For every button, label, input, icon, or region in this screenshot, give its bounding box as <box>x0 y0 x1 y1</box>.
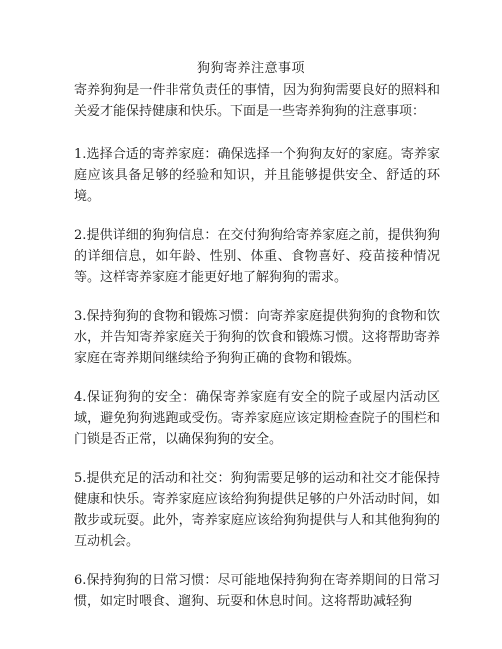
intro-paragraph: 寄养狗狗是一件非常负责任的事情，因为狗狗需要良好的照料和关爱才能保持健康和快乐。下面是一些寄养狗狗的注意事项： <box>74 83 440 119</box>
item-text: 提供详细的狗狗信息：在交付狗狗给寄养家庭之前，提供狗狗的详细信息，如年龄、性别、体重、食物喜好、疫苗接种情况等。这样寄养家庭才能更好地了解狗狗的需求。 <box>74 228 440 285</box>
item-text: 保证狗狗的安全：确保寄养家庭有安全的院子或屋内活动区域，避免狗狗逃跑或受伤。寄养家庭应该定期检查院子的围栏和门锁是否正常，以确保狗狗的安全。 <box>74 390 440 447</box>
item-number: 5. <box>74 471 87 486</box>
list-item <box>74 225 440 288</box>
item-number: 4. <box>74 390 87 405</box>
list-item <box>74 306 440 369</box>
item-text: 选择合适的寄养家庭：确保选择一个狗狗友好的家庭。寄养家庭应该具备足够的经验和知识，并且能够提供安全、舒适的环境。 <box>74 147 440 204</box>
list-item <box>74 468 440 552</box>
item-text: 保持狗狗的日常习惯：尽可能地保持狗狗在寄养期间的日常习惯，如定时喂食、遛狗、玩耍和休息时间。这将帮助减轻狗 <box>74 573 440 609</box>
document-body <box>74 80 440 630</box>
list-item <box>74 570 440 612</box>
list-item <box>74 387 440 450</box>
item-text: 保持狗狗的食物和锻炼习惯：向寄养家庭提供狗狗的食物和饮水，并告知寄养家庭关于狗狗的饮食和锻炼习惯。这将帮助寄养家庭在寄养期间继续给予狗狗正确的食物和锻炼。 <box>74 309 440 366</box>
item-number: 3. <box>74 309 87 324</box>
item-number: 2. <box>74 228 87 243</box>
item-number: 6. <box>74 573 87 588</box>
item-number: 1. <box>74 147 87 162</box>
item-text: 提供充足的活动和社交：狗狗需要足够的运动和社交才能保持健康和快乐。寄养家庭应该给狗狗提供足够的户外活动时间，如散步或玩耍。此外，寄养家庭应该给狗狗提供与人和其他狗狗的互动机会。 <box>74 471 440 549</box>
list-item <box>74 144 440 207</box>
document-title: 狗狗寄养注意事项 <box>196 61 305 76</box>
